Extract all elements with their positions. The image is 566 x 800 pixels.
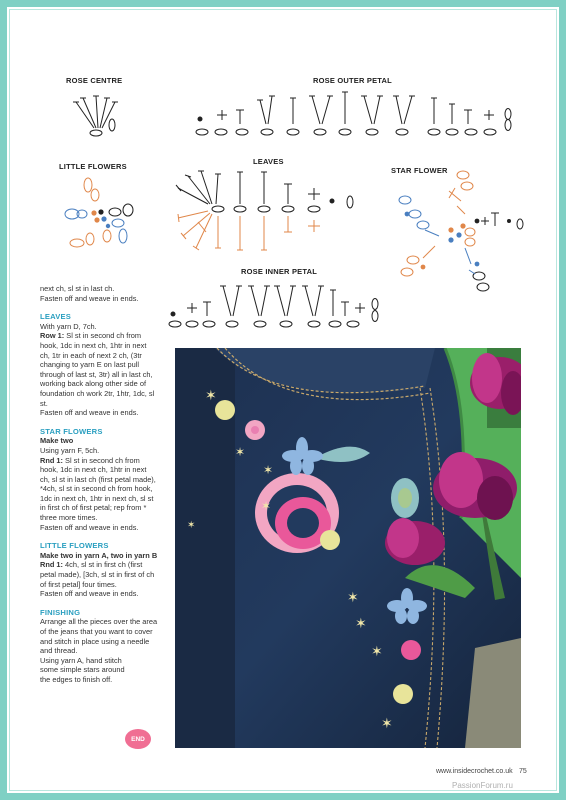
finishing-text-1: Arrange all the pieces over the area of the jeans that you want to cover and stitch in place using a needle and thread. [40, 617, 158, 656]
chart-title-rose-inner-petal: ROSE INNER PETAL [241, 267, 317, 276]
rose-inner-petal-diagram [165, 280, 390, 330]
finishing-heading: FINISHING [40, 607, 81, 617]
star-flowers-make: Make two [40, 436, 74, 446]
little-flowers-diagram [55, 174, 140, 264]
chart-title-star-flower: STAR FLOWER [391, 166, 448, 175]
star-flowers-fasten: Fasten off and weave in ends. [40, 522, 139, 532]
rose-centre-diagram [60, 90, 130, 142]
watermark: PassionForum.ru [452, 781, 513, 790]
leaves-row1-label: Row 1: [40, 331, 65, 341]
star-flowers-heading: STAR FLOWERS [40, 426, 103, 436]
chart-title-little-flowers: LITTLE FLOWERS [59, 162, 127, 171]
jeans-photo-illustration [175, 348, 521, 748]
end-badge: END [125, 729, 151, 749]
leaves-row1 [40, 331, 158, 408]
star-flower-diagram [395, 166, 525, 296]
leaves-diagram [168, 166, 363, 258]
intro-line-1: next ch, sl st in last ch. [40, 284, 115, 293]
chart-title-leaves: LEAVES [253, 157, 284, 166]
chart-title-rose-centre: ROSE CENTRE [66, 76, 123, 85]
svg-text:✶: ✶ [235, 445, 246, 459]
intro-line-2: Fasten off and weave in ends. [40, 293, 139, 303]
little-flowers-heading: LITTLE FLOWERS [40, 541, 109, 551]
jeans-photo [175, 348, 521, 748]
star-flowers-rnd1-text: Sl st in second ch from hook, 1dc in next ch, 1htr in next ch, sl st in last ch (first petal made), *4ch, sl st in second ch from hook, 1dc in next ch, 1htr in next ch, sl st in first ch of first petal; rep from * three more times. [40, 455, 156, 523]
svg-text:✶: ✶ [205, 388, 217, 404]
finishing-text-2: Using yarn A, hand stitch some simple stars around the edges to finish off. [40, 655, 125, 684]
svg-text:✶: ✶ [381, 716, 393, 732]
page-number: 75 [519, 768, 527, 775]
little-flowers-fasten: Fasten off and weave in ends. [40, 589, 139, 599]
svg-text:✶: ✶ [263, 463, 274, 477]
svg-text:✶: ✶ [347, 590, 359, 606]
star-flowers-rnd1 [40, 456, 158, 523]
svg-text:✶: ✶ [355, 616, 367, 632]
little-flowers-rnd1 [40, 560, 158, 589]
leaves-fasten: Fasten off and weave in ends. [40, 408, 139, 418]
svg-text:✶: ✶ [371, 644, 383, 660]
leaves-heading: LEAVES [40, 312, 72, 322]
little-flowers-rnd1-label: Rnd 1: [40, 560, 63, 570]
rose-outer-petal-diagram [190, 88, 520, 138]
leaves-row1-text: Sl st in second ch from hook, 1dc in next ch, 1htr in next ch, 1tr in each of next 2 ch, (3tr changing to yarn E on last pull through of last st, 3tr) all in last ch, working back along other side of foundation ch work 2tr, 1htr, 1dc, sl st. [40, 331, 155, 408]
chart-title-rose-outer-petal: ROSE OUTER PETAL [313, 76, 392, 85]
star-flowers-rnd1-label: Rnd 1: [40, 455, 63, 465]
little-flowers-rnd1-text: 4ch, sl st in first ch (first petal made), [3ch, sl st in first of ch of first petal] four times. [40, 560, 155, 589]
little-flowers-make: Make two in yarn A, two in yarn B [40, 550, 158, 560]
footer-url: www.insidecrochet.co.uk [436, 768, 513, 775]
leaves-yarn: With yarn D, 7ch. [40, 321, 97, 331]
star-flowers-yarn: Using yarn F, 5ch. [40, 445, 100, 455]
svg-text:✶: ✶ [187, 520, 196, 531]
pattern-text-column [40, 284, 158, 685]
svg-text:✶: ✶ [261, 499, 272, 513]
